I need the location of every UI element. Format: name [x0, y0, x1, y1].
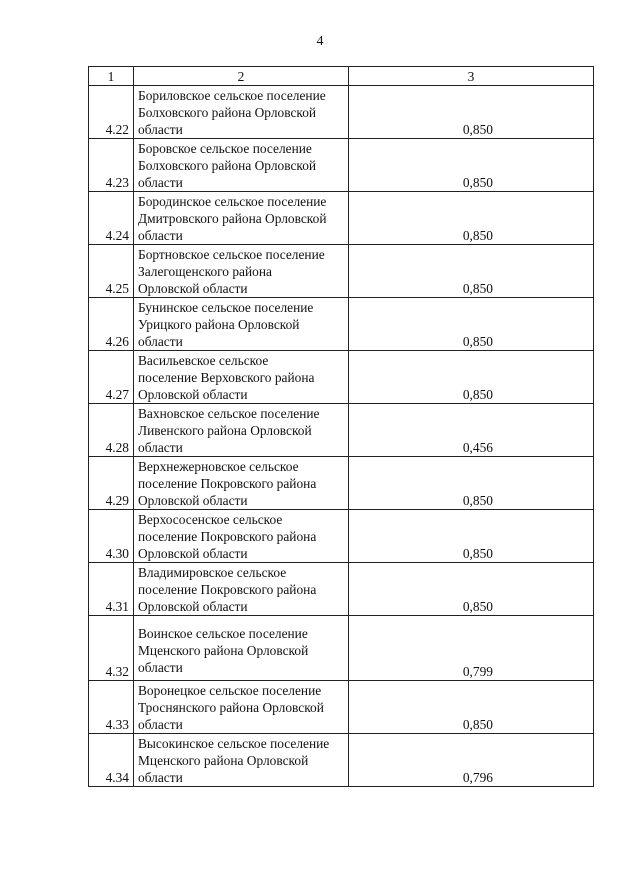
row-value: 0,799 — [349, 616, 594, 681]
row-name-cell — [134, 351, 349, 404]
row-name: Бунинское сельское поселение Урицкого района Орловской области — [138, 300, 314, 349]
row-name-cell — [134, 86, 349, 139]
row-value: 0,850 — [349, 457, 594, 510]
table-body — [89, 67, 594, 787]
table-row — [89, 298, 594, 351]
row-number: 4.34 — [89, 734, 134, 787]
row-name: Воинское сельское поселение Мценского района Орловской области — [138, 626, 309, 675]
row-name: Верхнежерновское сельское поселение Покровского района Орловской области — [138, 459, 317, 508]
data-table — [88, 66, 594, 787]
row-name: Верхососенское сельское поселение Покровского района Орловской области — [138, 512, 317, 561]
row-name-cell — [134, 616, 349, 681]
row-value: 0,456 — [349, 404, 594, 457]
table-row — [89, 139, 594, 192]
header-col-3: 3 — [349, 67, 594, 86]
row-name-cell — [134, 192, 349, 245]
row-name: Бориловское сельское поселение Болховского района Орловской области — [138, 88, 326, 137]
row-number: 4.32 — [89, 616, 134, 681]
row-name-cell — [134, 510, 349, 563]
table-row — [89, 563, 594, 616]
table-row — [89, 86, 594, 139]
row-name-cell — [134, 404, 349, 457]
row-name: Воронецкое сельское поселение Троснянского района Орловской области — [138, 683, 324, 732]
header-col-2: 2 — [134, 67, 349, 86]
row-name-cell — [134, 681, 349, 734]
row-name: Владимировское сельское поселение Покровского района Орловской области — [138, 565, 317, 614]
row-number: 4.23 — [89, 139, 134, 192]
table-row — [89, 510, 594, 563]
row-number: 4.29 — [89, 457, 134, 510]
row-number: 4.31 — [89, 563, 134, 616]
table-header-row — [89, 67, 594, 86]
table-row — [89, 245, 594, 298]
row-value: 0,796 — [349, 734, 594, 787]
row-name: Бородинское сельское поселение Дмитровского района Орловской области — [138, 194, 327, 243]
row-name-cell — [134, 457, 349, 510]
table-row — [89, 404, 594, 457]
row-name: Вахновское сельское поселение Ливенского района Орловской области — [138, 406, 320, 455]
row-value: 0,850 — [349, 245, 594, 298]
row-name-cell — [134, 734, 349, 787]
row-name: Васильевское сельское поселение Верховского района Орловской области — [138, 353, 315, 402]
row-name-cell — [134, 563, 349, 616]
row-number: 4.33 — [89, 681, 134, 734]
row-number: 4.27 — [89, 351, 134, 404]
row-name-cell — [134, 245, 349, 298]
row-value: 0,850 — [349, 86, 594, 139]
table-row — [89, 681, 594, 734]
table-row — [89, 616, 594, 681]
row-name-cell — [134, 298, 349, 351]
row-value: 0,850 — [349, 351, 594, 404]
row-number: 4.30 — [89, 510, 134, 563]
row-number: 4.26 — [89, 298, 134, 351]
row-name: Высокинское сельское поселение Мценского района Орловской области — [138, 736, 330, 785]
page-number: 4 — [316, 34, 324, 49]
row-name: Боровское сельское поселение Болховского района Орловской области — [138, 141, 317, 190]
row-value: 0,850 — [349, 681, 594, 734]
header-col-1: 1 — [89, 67, 134, 86]
table-row — [89, 734, 594, 787]
row-number: 4.24 — [89, 192, 134, 245]
row-name: Бортновское сельское поселение Залегощенского района Орловской области — [138, 247, 325, 296]
row-number: 4.22 — [89, 86, 134, 139]
row-value: 0,850 — [349, 298, 594, 351]
row-value: 0,850 — [349, 139, 594, 192]
table-row — [89, 192, 594, 245]
row-number: 4.28 — [89, 404, 134, 457]
row-value: 0,850 — [349, 192, 594, 245]
row-number: 4.25 — [89, 245, 134, 298]
row-name-cell — [134, 139, 349, 192]
table-row — [89, 351, 594, 404]
row-value: 0,850 — [349, 563, 594, 616]
row-value: 0,850 — [349, 510, 594, 563]
table-row — [89, 457, 594, 510]
